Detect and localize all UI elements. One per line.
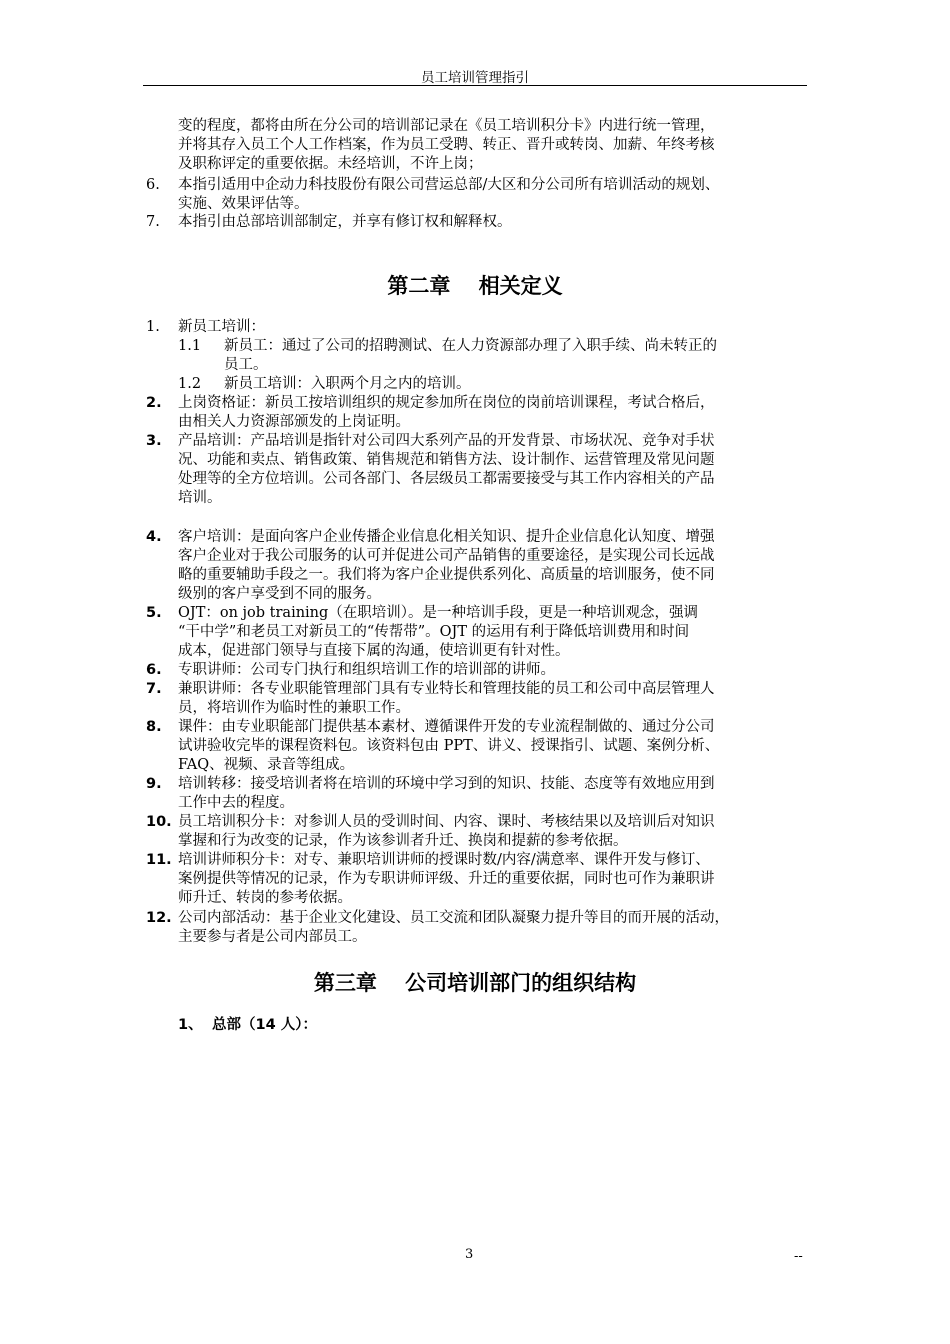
text-line: FAQ、视频、录音等组成。 bbox=[178, 757, 355, 773]
text-line: 及职称评定的重要依据。未经培训，不许上岗； bbox=[178, 156, 483, 172]
list-number: 11. bbox=[146, 852, 172, 868]
chapter-2-heading: 第二章 相关定义 bbox=[387, 274, 563, 298]
sub-list-number: 1.1 bbox=[178, 338, 202, 354]
text-line: 员工。 bbox=[224, 357, 268, 373]
text-line: 新员工培训：入职两个月之内的培训。 bbox=[224, 376, 471, 392]
list-number: 6. bbox=[146, 177, 160, 193]
text-line: 级别的客户享受到不同的服务。 bbox=[178, 586, 381, 602]
list-number: 5. bbox=[146, 605, 162, 621]
text-line: OJT：on job training（在职培训）。是一种培训手段，更是一种培训观念，强调 bbox=[178, 605, 699, 621]
list-number: 8. bbox=[146, 719, 162, 735]
list-number: 1、 bbox=[178, 1017, 203, 1033]
list-number: 1. bbox=[146, 319, 160, 335]
text-line: 成本，促进部门领导与直接下属的沟通，使培训更有针对性。 bbox=[178, 643, 570, 659]
text-line: 况、功能和卖点、销售政策、销售规范和销售方法、设计制作、运营管理及常见问题 bbox=[178, 452, 715, 468]
text-line: 员，将培训作为临时性的兼职工作。 bbox=[178, 700, 410, 716]
text-line: 试讲验收完毕的课程资料包。该资料包由 PPT、讲义、授课指引、试题、案例分析、 bbox=[178, 738, 720, 754]
text-line: 员工培训积分卡：对参训人员的受训时间、内容、课时、考核结果以及培训后对知识 bbox=[178, 814, 715, 830]
text-line: 产品培训：产品培训是指针对公司四大系列产品的开发背景、市场状况、竞争对手状 bbox=[178, 433, 715, 449]
list-number: 7. bbox=[146, 681, 162, 697]
text-line: 本指引由总部培训部制定，并享有修订权和解释权。 bbox=[178, 214, 512, 230]
list-number: 6. bbox=[146, 662, 162, 678]
list-number: 7. bbox=[146, 214, 160, 230]
text-line: 课件：由专业职能部门提供基本素材、遵循课件开发的专业流程制做的、通过分公司 bbox=[178, 719, 715, 735]
text-line: 主要参与者是公司内部员工。 bbox=[178, 929, 367, 945]
text-line: 本指引适用中企动力科技股份有限公司营运总部/大区和分公司所有培训活动的规划、 bbox=[178, 177, 720, 193]
text-line: 客户培训：是面向客户企业传播企业信息化相关知识、提升企业信息化认知度、增强 bbox=[178, 529, 715, 545]
text-line: 上岗资格证：新员工按培训组织的规定参加所在岗位的岗前培训课程，考试合格后， bbox=[178, 395, 715, 411]
text-line: 变的程度，都将由所在分公司的培训部记录在《员工培训积分卡》内进行统一管理， bbox=[178, 118, 715, 134]
text-line: 新员工：通过了公司的招聘测试、在人力资源部办理了入职手续、尚未转正的 bbox=[224, 338, 717, 354]
text-line: 略的重要辅助手段之一。我们将为客户企业提供系列化、高质量的培训服务，使不同 bbox=[178, 567, 715, 583]
text-line: 培训转移：接受培训者将在培训的环境中学习到的知识、技能、态度等有效地应用到 bbox=[178, 776, 715, 792]
header-rule bbox=[143, 85, 807, 86]
sub-list-number: 1.2 bbox=[178, 376, 202, 392]
list-number: 2. bbox=[146, 395, 162, 411]
page-number: 3 bbox=[465, 1247, 474, 1262]
text-line: 总部（14 人）： bbox=[212, 1017, 317, 1033]
text-line: 师升迁、转岗的参考依据。 bbox=[178, 890, 352, 906]
text-line: 专职讲师：公司专门执行和组织培训工作的培训部的讲师。 bbox=[178, 662, 555, 678]
text-line: 公司内部活动：基于企业文化建设、员工交流和团队凝聚力提升等目的而开展的活动， bbox=[178, 910, 729, 926]
text-line: 培训。 bbox=[178, 490, 222, 506]
text-line: “干中学”和老员工对新员工的“传帮带”。OJT 的运用有利于降低培训费用和时间 bbox=[178, 624, 690, 640]
list-number: 9. bbox=[146, 776, 162, 792]
text-line: 兼职讲师：各专业职能管理部门具有专业特长和管理技能的员工和公司中高层管理人 bbox=[178, 681, 715, 697]
text-line: 新员工培训： bbox=[178, 319, 265, 335]
list-number: 10. bbox=[146, 814, 172, 830]
text-line: 工作中去的程度。 bbox=[178, 795, 294, 811]
text-line: 实施、效果评估等。 bbox=[178, 196, 309, 212]
page-header-title: 员工培训管理指引 bbox=[421, 70, 529, 86]
list-number: 4. bbox=[146, 529, 162, 545]
text-line: 掌握和行为改变的记录，作为该参训者升迁、换岗和提薪的参考依据。 bbox=[178, 833, 628, 849]
text-line: 处理等的全方位培训。公司各部门、各层级员工都需要接受与其工作内容相关的产品 bbox=[178, 471, 715, 487]
list-number: 3. bbox=[146, 433, 162, 449]
text-line: 客户企业对于我公司服务的认可并促进公司产品销售的重要途径，是实现公司长远战 bbox=[178, 548, 715, 564]
text-line: 并将其存入员工个人工作档案，作为员工受聘、转正、晋升或转岗、加薪、年终考核 bbox=[178, 137, 715, 153]
text-line: 培训讲师积分卡：对专、兼职培训讲师的授课时数/内容/满意率、课件开发与修订、 bbox=[178, 852, 710, 868]
text-line: 由相关人力资源部颁发的上岗证明。 bbox=[178, 414, 410, 430]
chapter-3-heading: 第三章 公司培训部门的组织结构 bbox=[313, 971, 637, 995]
text-line: 案例提供等情况的记录，作为专职讲师评级、升迁的重要依据，同时也可作为兼职讲 bbox=[178, 871, 715, 887]
list-number: 12. bbox=[146, 910, 172, 926]
footer-dash: -- bbox=[794, 1249, 803, 1264]
